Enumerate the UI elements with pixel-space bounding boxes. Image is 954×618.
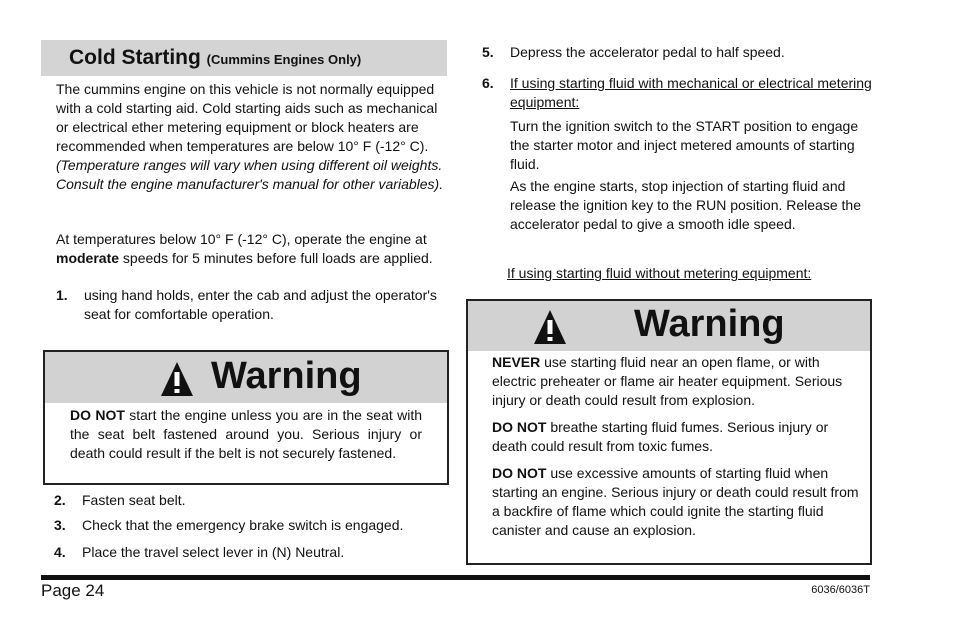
step-number: 6. xyxy=(482,75,494,91)
intro-paragraph xyxy=(56,80,446,194)
no-metering-heading: If using starting fluid without metering equipment: xyxy=(507,265,812,281)
step-text: Fasten seat belt. xyxy=(82,492,186,508)
step-6-instructions-b xyxy=(510,177,872,234)
step-text: Check that the emergency brake switch is engaged. xyxy=(82,517,404,533)
warning-box-seatbelt xyxy=(43,350,449,485)
warning-text: use starting fluid near an open flame, or with electric preheater or flame air heater equipment. Serious injury or death could result from explosion. xyxy=(492,354,843,408)
step-6 xyxy=(482,74,872,112)
warning-text: use excessive amounts of starting fluid when starting an engine. Serious injury or death could result from a backfire of flame which could ignite the starting fluid canister and cause an explosion. xyxy=(492,465,859,538)
step-number: 2. xyxy=(54,492,66,508)
temperature-text-bold: moderate xyxy=(56,250,120,266)
section-heading xyxy=(41,40,447,76)
temperature-text-before: At temperatures below 10° F (-12° C), operate the engine at xyxy=(56,231,427,247)
warning-lead: DO NOT xyxy=(492,419,547,435)
step-number: 5. xyxy=(482,44,494,60)
section-title-main: Cold Starting xyxy=(69,46,201,69)
warning-title: Warning xyxy=(211,355,362,397)
section-title-sub: (Cummins Engines Only) xyxy=(206,52,362,67)
warning-text: start the engine unless you are in the seat with the seat belt fastened around you. Serious injury or death could result if the belt is not securely fastened. xyxy=(70,407,422,461)
footer-rule xyxy=(41,575,870,580)
section-title xyxy=(69,46,361,70)
step-text: If using starting fluid with mechanical or electrical metering equipment: xyxy=(510,75,872,110)
page-number: Page 24 xyxy=(41,581,105,600)
intro-text: The cummins engine on this vehicle is not normally equipped with a cold starting aid. Cold starting aids such as mechanical or electrical ether metering equipment or block heaters are recommended when temperatures are below 10° F (-12° C). xyxy=(56,81,438,154)
step-number: 3. xyxy=(54,517,66,533)
step-2 xyxy=(54,491,446,510)
temperature-text-after: speeds for 5 minutes before full loads are applied. xyxy=(122,250,433,266)
intro-note: (Temperature ranges will vary when using different oil weights. Consult the engine manufacturer's manual for other variables). xyxy=(56,157,444,192)
warning-item xyxy=(492,353,862,410)
warning-lead: NEVER xyxy=(492,354,541,370)
step-1 xyxy=(56,286,446,324)
exclamation-icon xyxy=(532,308,568,346)
warning-body xyxy=(70,406,422,471)
temperature-paragraph xyxy=(56,230,446,268)
warning-item xyxy=(492,464,862,540)
step-3 xyxy=(54,516,446,535)
step-number: 4. xyxy=(54,544,66,560)
step-6-paragraph: As the engine starts, stop injection of starting fluid and release the ignition key to the RUN position. Release the accelerator pedal to give a smooth idle speed. xyxy=(510,178,861,232)
step-5 xyxy=(482,43,872,62)
step-text: Place the travel select lever in (N) Neutral. xyxy=(82,544,345,560)
step-text: using hand holds, enter the cab and adjust the operator's seat for comfortable operation. xyxy=(84,287,437,322)
warning-lead: DO NOT xyxy=(70,407,125,423)
warning-title: Warning xyxy=(634,303,785,345)
warning-lead: DO NOT xyxy=(492,465,547,481)
step-text: Depress the accelerator pedal to half speed. xyxy=(510,44,785,60)
model-number: 6036/6036T xyxy=(811,584,870,596)
exclamation-icon xyxy=(159,360,195,398)
warning-box-starting-fluid xyxy=(466,299,872,565)
warning-item xyxy=(492,418,862,456)
step-4 xyxy=(54,543,446,562)
warning-body xyxy=(492,353,862,548)
step-number: 1. xyxy=(56,287,68,303)
step-6-paragraph: Turn the ignition switch to the START position to engage the starter motor and inject metered amounts of starting fluid. xyxy=(510,118,859,172)
step-6-instructions-a xyxy=(510,117,872,174)
warning-text: breathe starting fluid fumes. Serious injury or death could result from toxic fumes. xyxy=(492,419,829,454)
